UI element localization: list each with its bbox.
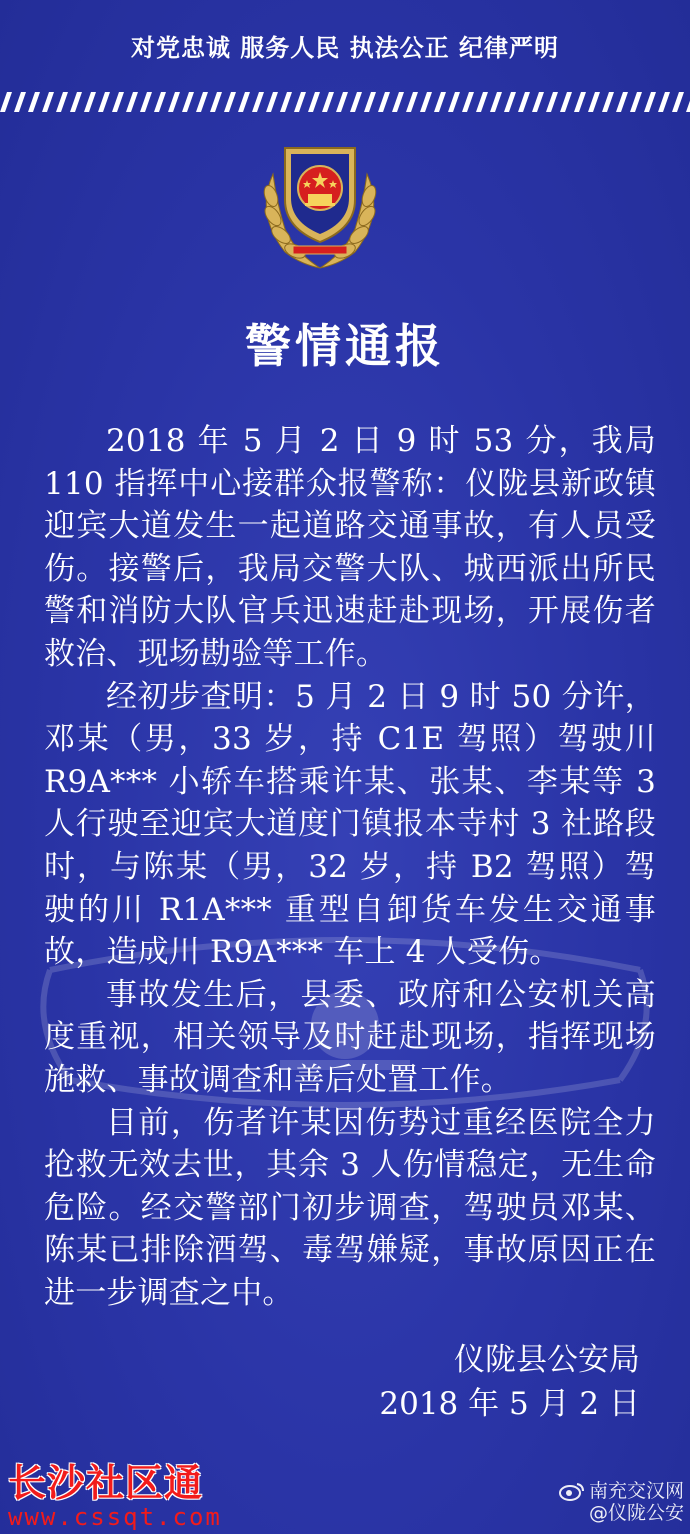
paragraph: 2018 年 5 月 2 日 9 时 53 分，我局 110 指挥中心接群众报警称：仪陇县新政镇迎宾大道发生一起道路交通事故，有人员受伤。接警后，我局交警大队、城西派出所民警和消防大队官兵迅速赶赴现场，开展伤者救治、现场勘验等工作。 bbox=[44, 423, 656, 672]
police-emblem-icon bbox=[255, 134, 385, 276]
paragraph: 事故发生后，县委、政府和公安机关高度重视，相关领导及时赶赴现场，指挥现场施救、事故调查和善后处置工作。 bbox=[44, 976, 656, 1098]
watermark-site-name: 南充交汉网 bbox=[588, 1480, 684, 1502]
notice-body bbox=[44, 420, 656, 1314]
notice-title: 警情通报 bbox=[245, 319, 445, 373]
weibo-watermark bbox=[559, 1480, 684, 1524]
watermark-title: 长沙社区通 bbox=[8, 1461, 204, 1505]
paragraph: 经初步查明：5 月 2 日 9 时 50 分许，邓某（男，33 岁，持 C1E 驾照）驾驶川 R9A*** 小轿车搭乘许某、张某、李某等 3 人行驶至迎宾大道度门镇报本寺村 3 社路段时，与陈某（男，32 岁，持 B2 驾照）驾驶的川 R1A*** 重型自卸货车发生交通事故，造成川 R9A*** 车上 4 人受伤。 bbox=[44, 678, 656, 971]
header-slogan: 对党忠诚 服务人民 执法公正 纪律严明 bbox=[130, 34, 560, 62]
weibo-icon bbox=[559, 1481, 585, 1501]
issuer-name: 仪陇县公安局 bbox=[454, 1342, 640, 1378]
watermark-url: www.cssqt.com bbox=[8, 1503, 222, 1531]
stripe-band bbox=[0, 92, 690, 112]
watermark-account: @仪陇公安 bbox=[588, 1502, 684, 1524]
issue-date: 2018 年 5 月 2 日 bbox=[379, 1386, 640, 1422]
signature-block bbox=[379, 1338, 640, 1426]
paragraph: 目前，伤者许某因伤势过重经医院全力抢救无效去世，其余 3 人伤情稳定，无生命危险。经交警部门初步调查，驾驶员邓某、陈某已排除酒驾、毒驾嫌疑，事故原因正在进一步调查之中。 bbox=[44, 1104, 656, 1311]
site-watermark bbox=[8, 1452, 248, 1532]
